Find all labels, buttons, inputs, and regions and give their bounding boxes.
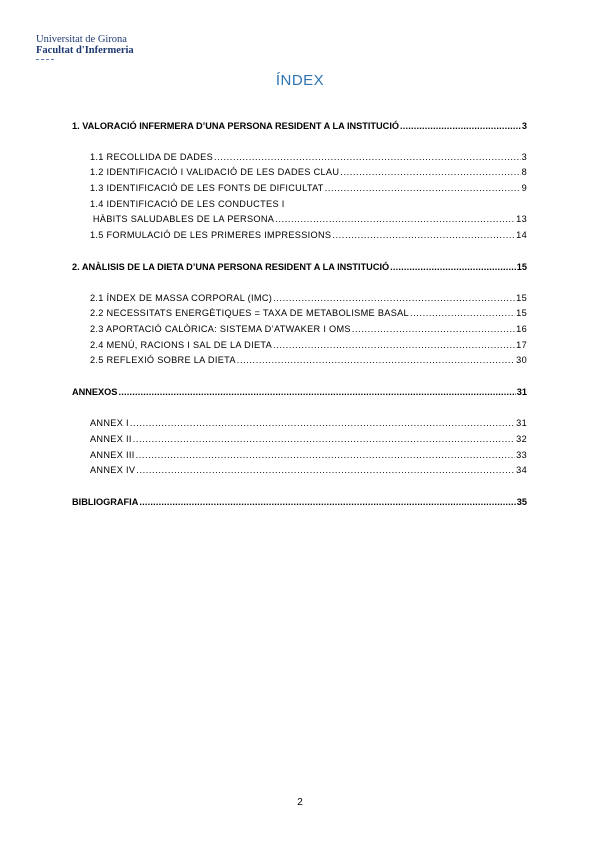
toc-entry-page: 31 bbox=[516, 418, 527, 428]
toc-leader-dots bbox=[390, 261, 516, 273]
toc-leader-dots bbox=[214, 151, 521, 163]
toc-entry-2-3[interactable] bbox=[90, 323, 527, 335]
toc-entry-section-1[interactable] bbox=[72, 120, 527, 132]
logo-university-name: Universitat de Girona bbox=[36, 34, 127, 45]
toc-entry-text: ANNEX II bbox=[90, 434, 132, 444]
toc-leader-dots bbox=[118, 386, 515, 398]
toc-entry-page: 15 bbox=[516, 262, 527, 272]
toc-entry-2-5[interactable] bbox=[90, 354, 527, 366]
toc-entry-page: 31 bbox=[516, 387, 527, 397]
toc-entry-page: 17 bbox=[516, 340, 527, 350]
page-title: ÍNDEX bbox=[275, 72, 325, 89]
toc-entry-1-2[interactable] bbox=[90, 166, 527, 178]
toc-leader-dots bbox=[273, 339, 515, 351]
toc-entry-annex-iv[interactable] bbox=[90, 464, 527, 476]
toc-entry-text: 1.1 RECOLLIDA DE DADES bbox=[90, 152, 214, 162]
toc-entry-text: 2.5 REFLEXIÓ SOBRE LA DIETA bbox=[90, 355, 236, 365]
toc-entry-text: 1.2 IDENTIFICACIÓ I VALIDACIÓ DE LES DADES CLAU bbox=[90, 167, 340, 177]
toc-leader-dots bbox=[136, 464, 515, 476]
toc-entry-2-1[interactable] bbox=[90, 292, 527, 304]
toc-entry-text: HÀBITS SALUDABLES DE LA PERSONA bbox=[90, 214, 275, 224]
toc-leader-dots bbox=[352, 323, 515, 335]
toc-leader-dots bbox=[130, 417, 515, 429]
toc-entry-text: BIBLIOGRAFIA bbox=[72, 497, 139, 507]
toc-entry-1-4-line1[interactable] bbox=[90, 198, 527, 210]
toc-leader-dots bbox=[237, 354, 515, 366]
toc-entry-text: ANNEX III bbox=[90, 450, 135, 460]
toc-entry-2-4[interactable] bbox=[90, 339, 527, 351]
toc-leader-dots bbox=[136, 449, 516, 461]
toc-entry-section-2[interactable] bbox=[72, 261, 527, 273]
toc-entry-page: 35 bbox=[516, 497, 527, 507]
toc-entry-text: ANNEX I bbox=[90, 418, 129, 428]
toc-leader-dots bbox=[340, 166, 520, 178]
toc-entry-annex-ii[interactable] bbox=[90, 433, 527, 445]
toc-leader-dots bbox=[139, 496, 515, 508]
toc-leader-dots bbox=[325, 182, 521, 194]
toc-entry-text: 2.1 ÍNDEX DE MASSA CORPORAL (IMC) bbox=[90, 293, 273, 303]
toc-entry-annex-iii[interactable] bbox=[90, 449, 527, 461]
toc-entry-2-2[interactable] bbox=[90, 307, 527, 319]
logo-faculty-name: Facultat d'Infermeria bbox=[36, 45, 134, 56]
logo-underline bbox=[36, 59, 54, 62]
toc-leader-dots bbox=[275, 213, 515, 225]
university-logo bbox=[36, 34, 156, 62]
toc-entry-page: 3 bbox=[521, 121, 527, 131]
toc-entry-page: 33 bbox=[516, 450, 527, 460]
toc-entry-text: 1.4 IDENTIFICACIÓ DE LES CONDUCTES I bbox=[90, 199, 285, 209]
toc-entry-annexos[interactable] bbox=[72, 386, 527, 398]
toc-entry-text: 2.4 MENÚ, RACIONS I SAL DE LA DIETA bbox=[90, 340, 273, 350]
toc-entry-page: 32 bbox=[516, 434, 527, 444]
page-number: 2 bbox=[297, 797, 303, 808]
toc-entry-page: 8 bbox=[521, 167, 527, 177]
toc-entry-text: 1.5 FORMULACIÓ DE LES PRIMERES IMPRESSIONS bbox=[90, 230, 332, 240]
toc-entry-1-1[interactable] bbox=[90, 151, 527, 163]
toc-leader-dots bbox=[410, 307, 515, 319]
toc-entry-1-3[interactable] bbox=[90, 182, 527, 194]
toc-leader-dots bbox=[400, 120, 521, 132]
toc-entry-text: 2. ANÀLISIS DE LA DIETA D’UNA PERSONA RESIDENT A LA INSTITUCIÓ bbox=[72, 262, 390, 272]
toc-leader-dots bbox=[273, 292, 515, 304]
toc-entry-1-5[interactable] bbox=[90, 229, 527, 241]
toc-entry-page: 3 bbox=[521, 152, 527, 162]
toc-entry-page: 15 bbox=[516, 308, 527, 318]
toc-leader-dots bbox=[133, 433, 515, 445]
toc-entry-page: 14 bbox=[516, 230, 527, 240]
toc-entry-text: 2.3 APORTACIÓ CALÒRICA: SISTEMA D’ATWAKER I OMS bbox=[90, 324, 351, 334]
toc-entry-page: 15 bbox=[516, 293, 527, 303]
toc-entry-text: 1.3 IDENTIFICACIÓ DE LES FONTS DE DIFICULTAT bbox=[90, 183, 324, 193]
toc-entry-1-4-line2[interactable] bbox=[90, 213, 527, 225]
toc-entry-page: 13 bbox=[516, 214, 527, 224]
toc-entry-bibliografia[interactable] bbox=[72, 496, 527, 508]
toc-entry-page: 9 bbox=[521, 183, 527, 193]
toc-entry-text: ANNEXOS bbox=[72, 387, 118, 397]
toc-entry-text: ANNEX IV bbox=[90, 465, 136, 475]
toc-leader-dots bbox=[332, 229, 515, 241]
toc-entry-page: 34 bbox=[516, 465, 527, 475]
toc-entry-annex-i[interactable] bbox=[90, 417, 527, 429]
toc-entry-text: 2.2 NECESSITATS ENERGÈTIQUES = TAXA DE METABOLISME BASAL bbox=[90, 308, 409, 318]
toc-entry-text: 1. VALORACIÓ INFERMERA D’UNA PERSONA RESIDENT A LA INSTITUCIÓ bbox=[72, 121, 400, 131]
toc-entry-page: 16 bbox=[516, 324, 527, 334]
toc-entry-page: 30 bbox=[516, 355, 527, 365]
